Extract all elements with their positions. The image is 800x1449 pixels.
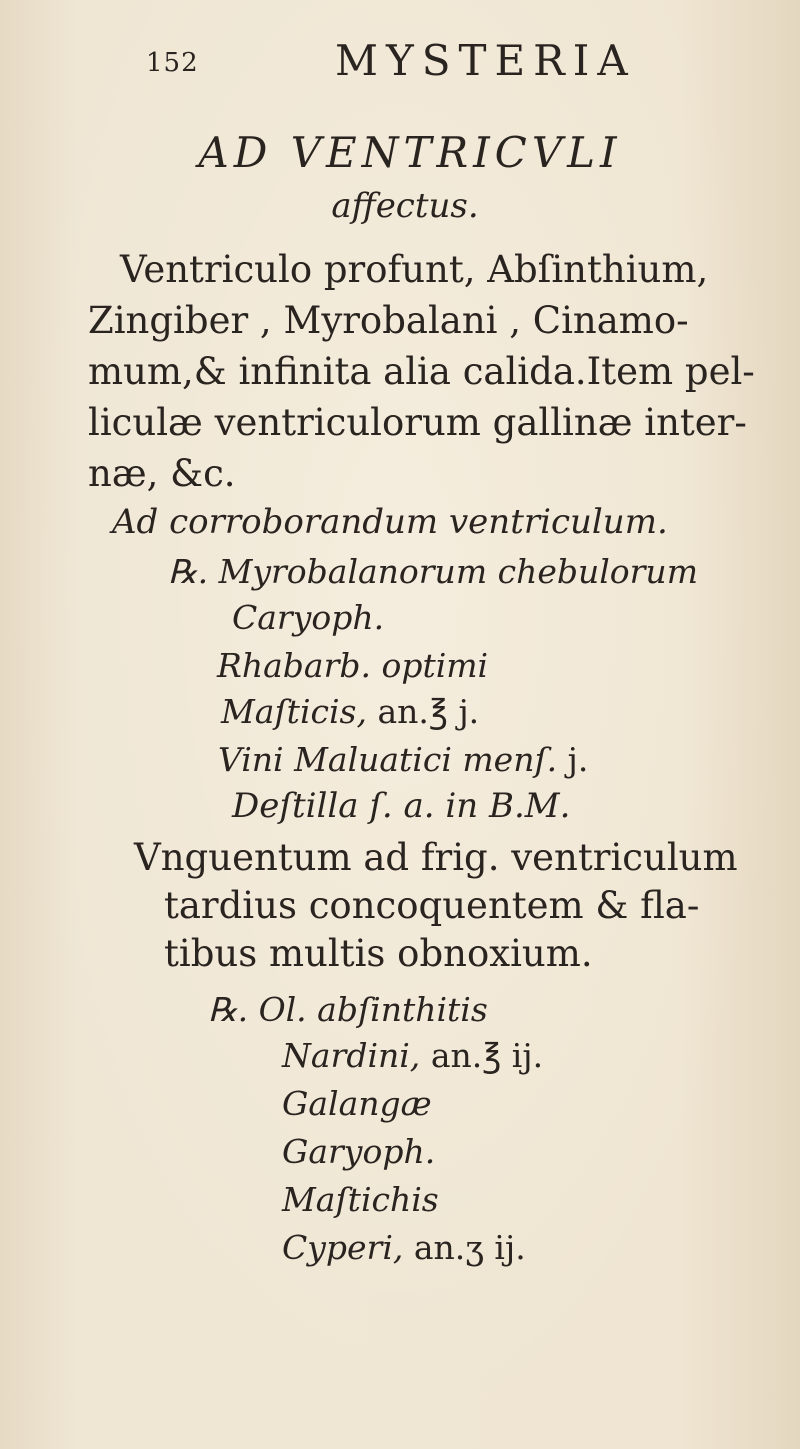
recipe-item-text: Garyoph. bbox=[282, 1132, 436, 1171]
recipe-item bbox=[282, 1084, 432, 1123]
recipe-item-text: Caryoph. bbox=[232, 598, 385, 637]
running-title: MYSTERIA bbox=[335, 36, 636, 85]
recipe-item bbox=[282, 1036, 543, 1075]
recipe-item-qty: an.ʒ ij. bbox=[413, 1228, 526, 1267]
paragraph-line: tibus multis obnoxium. bbox=[164, 932, 593, 975]
section-subheading: affectus. bbox=[331, 186, 479, 226]
recipe-item-text: Cyperi, bbox=[282, 1228, 404, 1267]
paragraph-line: tardius concoquentem & fla- bbox=[164, 884, 700, 927]
recipe-item bbox=[217, 646, 488, 685]
paragraph-line: næ, &c. bbox=[88, 452, 236, 495]
recipe-item-qty: j. bbox=[567, 740, 589, 779]
main-paragraph bbox=[88, 244, 788, 499]
recipe-item bbox=[282, 1228, 526, 1267]
recipe-item-qty: an.℥ j. bbox=[377, 692, 480, 731]
paragraph-line: Zingiber , Myrobalani , Cinamo- bbox=[88, 299, 689, 342]
paragraph-line: Ventriculo profunt, Abſinthium, bbox=[120, 248, 709, 291]
paragraph-line: liculæ ventriculorum gallinæ inter- bbox=[88, 401, 747, 444]
recipe-item bbox=[232, 786, 570, 826]
unguent-paragraph bbox=[134, 834, 738, 978]
page-header bbox=[0, 28, 800, 88]
section-heading: AD VENTRICVLI bbox=[198, 128, 622, 177]
recipe-item bbox=[221, 692, 479, 731]
recipe-item-text: ℞. Ol. abſinthitis bbox=[208, 990, 488, 1029]
recipe-item-text: Nardini, bbox=[282, 1036, 421, 1075]
recipe-item-text: Maſtichis bbox=[282, 1180, 439, 1219]
recipe-item-text: ℞. Myrobalanorum chebulorum bbox=[168, 552, 698, 591]
recipe-item bbox=[232, 598, 384, 637]
recipe-item-text: Maſticis, bbox=[221, 692, 367, 731]
recipe-item bbox=[218, 740, 588, 779]
recipe-item-text: Galangæ bbox=[282, 1084, 432, 1123]
recipe-item-qty: an.℥ ij. bbox=[430, 1036, 544, 1075]
page-number: 152 bbox=[146, 48, 199, 78]
recipe-item-text: Rhabarb. optimi bbox=[217, 646, 489, 685]
paragraph-line: mum,& infinita alia calida.Item pel- bbox=[88, 350, 755, 393]
recipe-item bbox=[282, 1132, 435, 1171]
recipe-item-text: Deſtilla ſ. a. in B.M. bbox=[232, 786, 571, 826]
recipe-item bbox=[282, 1180, 439, 1219]
recipe-item-text: Vini Maluatici menſ. bbox=[218, 740, 558, 779]
recipe-title: Ad corroborandum ventriculum. bbox=[112, 502, 668, 542]
recipe-item bbox=[168, 552, 698, 591]
recipe-item bbox=[208, 990, 488, 1029]
paragraph-line: Vnguentum ad frig. ventriculum bbox=[134, 836, 738, 879]
